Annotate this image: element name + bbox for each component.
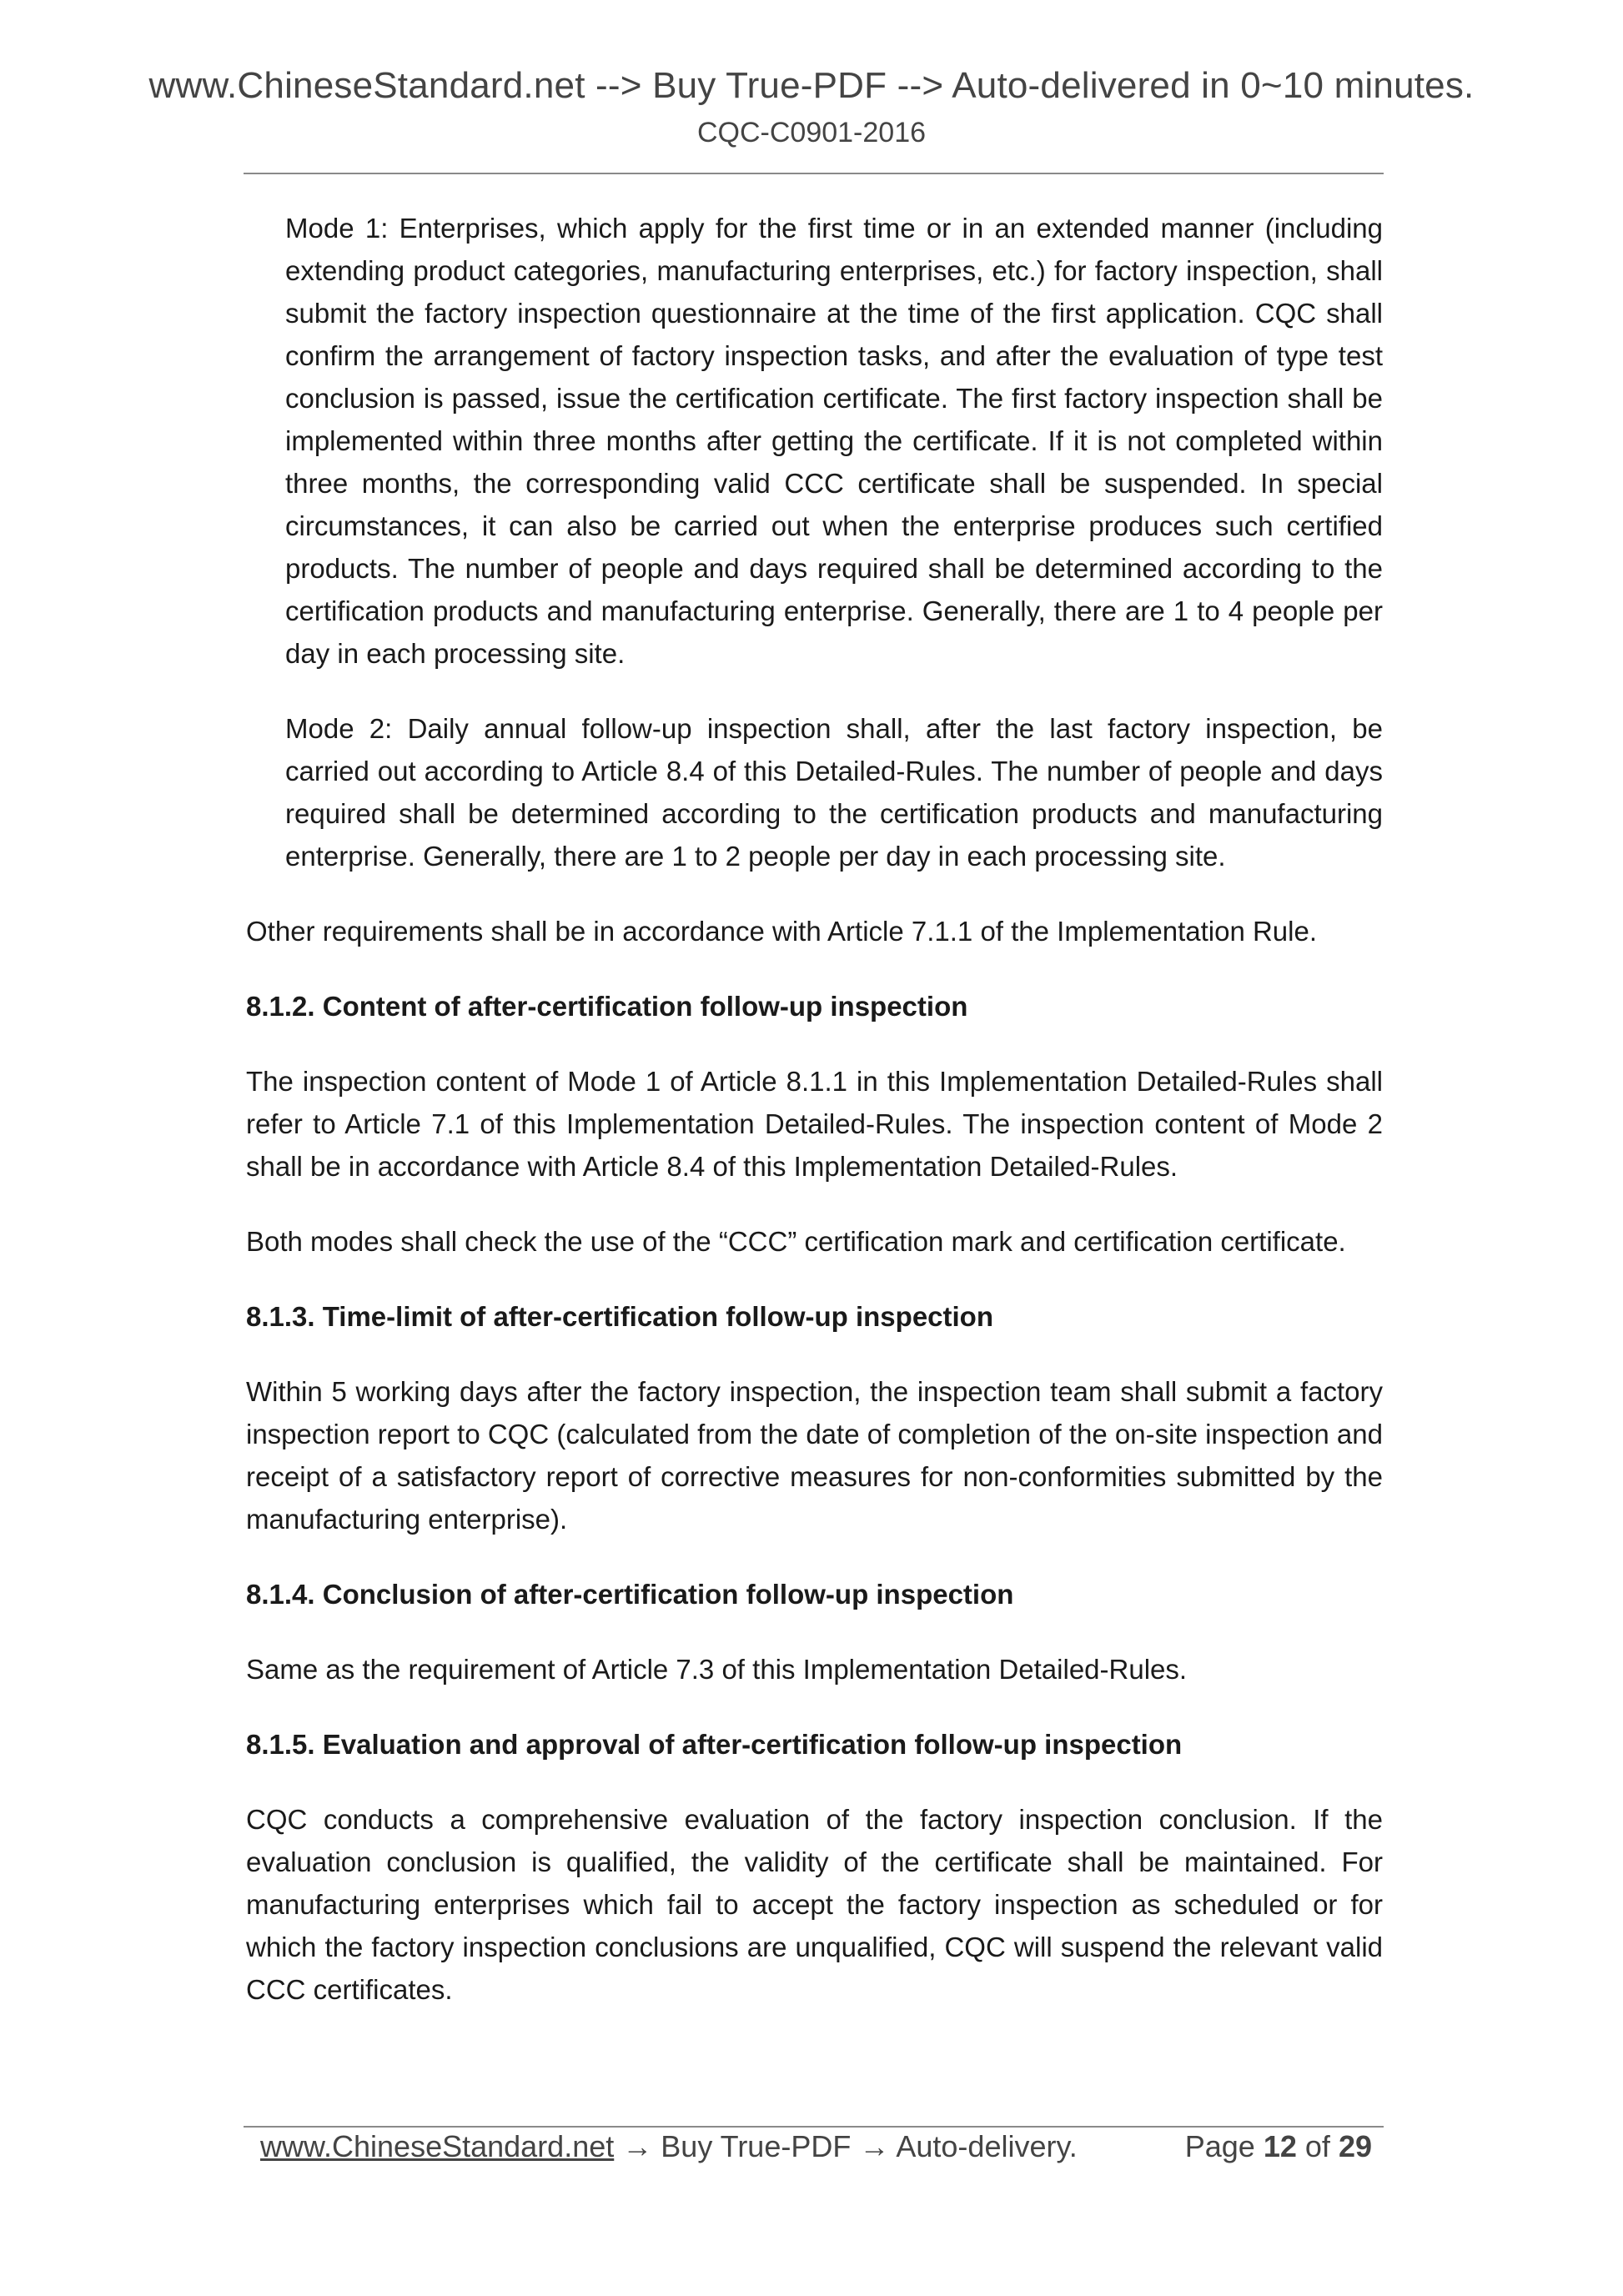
footer-divider	[244, 2126, 1384, 2128]
section-8-1-2-paragraph-1: The inspection content of Mode 1 of Article 8.1.1 in this Implementation Detailed-Rules shall refer to Article 7.1 of this Implementation Detailed-Rules. The inspection content of Mode 2 shall be in accordance with Article 8.4 of this Implementation Detailed-Rules.	[246, 1066, 1383, 1182]
section-8-1-4-heading: 8.1.4. Conclusion of after-certification follow-up inspection	[246, 1579, 1014, 1610]
arrow-right-icon: →	[622, 2129, 653, 2163]
footer-delivery-text: Auto-delivery.	[896, 2129, 1078, 2163]
footer-buy-text: Buy True-PDF	[661, 2129, 852, 2163]
mode2-paragraph: Mode 2: Daily annual follow-up inspection shall, after the last factory inspection, be carried out according to Article 8.4 of this Detailed-Rules. The number of people and days required shall be determined according to the certification products and manufacturing enterprise. Generally, there are 1 to 2 people per day in each processing site.	[285, 713, 1383, 872]
arrow-right-icon: →	[859, 2129, 890, 2163]
footer-site-link[interactable]: www.ChineseStandard.net	[260, 2129, 615, 2163]
mode1-paragraph: Mode 1: Enterprises, which apply for the first time or in an extended manner (including extending product categories, manufacturing enterprises, etc.) for factory inspection, shall submit the factory inspection questionnaire at the time of the first application. CQC shall confirm the arrangement of factory inspection tasks, and after the evaluation of type test conclusion is passed, issue the certification certificate. The first factory inspection shall be implemented within three months after getting the certificate. If it is not completed within three months, the corresponding valid CCC certificate shall be suspended. In special circumstances, it can also be carried out when the enterprise produces such certified products. The number of people and days required shall be determined according to the certification products and manufacturing enterprise. Generally, there are 1 to 4 people per day in each processing site.	[285, 213, 1383, 669]
section-8-1-2-heading: 8.1.2. Content of after-certification follow-up inspection	[246, 991, 968, 1022]
section-8-1-3-paragraph: Within 5 working days after the factory inspection, the inspection team shall submit a factory inspection report to CQC (calculated from the date of completion of the on-site inspection and receipt of a satisfactory report of corrective measures for non-conformities submitted by the manufacturing enterprise).	[246, 1376, 1383, 1535]
page-content	[246, 207, 1383, 2043]
page-label: Page	[1184, 2129, 1255, 2163]
section-8-1-5-heading: 8.1.5. Evaluation and approval of after-certification follow-up inspection	[246, 1729, 1183, 1760]
header-divider	[244, 173, 1384, 174]
section-8-1-5-paragraph: CQC conducts a comprehensive evaluation of the factory inspection conclusion. If the evaluation conclusion is qualified, the validity of the certificate shall be maintained. For manufacturing enterprises which fail to accept the factory inspection as scheduled or for which the factory inspection conclusions are unqualified, CQC will suspend the relevant valid CCC certificates.	[246, 1804, 1383, 2005]
document-id: CQC-C0901-2016	[696, 117, 927, 148]
total-page-count: 29	[1338, 2129, 1372, 2163]
page-number-indicator	[1185, 2129, 1372, 2164]
current-page-number: 12	[1263, 2129, 1297, 2163]
of-label: of	[1304, 2129, 1330, 2163]
other-requirements-paragraph: Other requirements shall be in accordance with Article 7.1.1 of the Implementation Rule.	[246, 916, 1318, 947]
section-8-1-2-paragraph-2: Both modes shall check the use of the “CCC” certification mark and certification certificate.	[246, 1226, 1346, 1257]
page-footer	[244, 2129, 1384, 2171]
footer-promo	[260, 2129, 1078, 2164]
section-8-1-4-paragraph: Same as the requirement of Article 7.3 of this Implementation Detailed-Rules.	[246, 1654, 1188, 1685]
site-banner: www.ChineseStandard.net --> Buy True-PDF --> Auto-delivered in 0~10 minutes.	[148, 65, 1475, 106]
section-8-1-3-heading: 8.1.3. Time-limit of after-certification follow-up inspection	[246, 1301, 993, 1332]
